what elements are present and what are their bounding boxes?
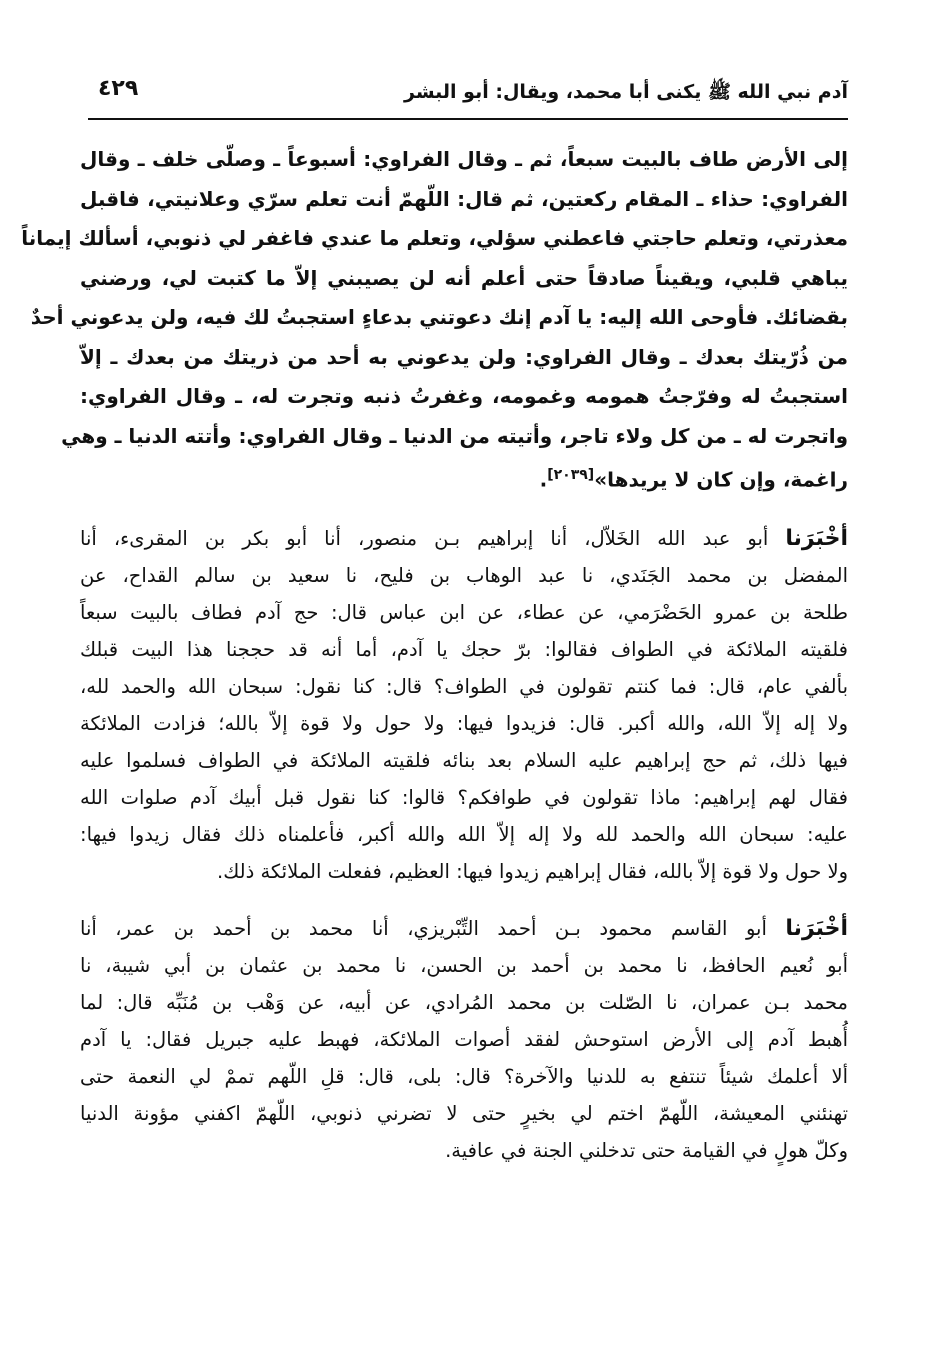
text-line: يباهي قلبي، ويقيناً صادقاً حتى أعلم أنه لن يصيبني إلاّ ما كتبت لي، ورضني [80,265,848,290]
text-line-content: أبو عبد الله الخَلاّل، أنا إبراهيم بـن منصور، أنا أبو بكر بن المقرىء، أنا [80,527,769,551]
text-line: الفراوي: حذاء ـ المقام ركعتين، ثم قال: اللّهمّ أنت تعلم سرّي وعلانيتي، فاقبل [80,186,848,211]
text-line: المفضل بن محمد الجَنَدي، نا عبد الوهاب بن فليح، نا سعيد بن سالم القداح، عن [80,564,848,588]
paragraph-1 [21,140,848,500]
text-line-first [80,910,848,947]
header-rule [88,118,848,120]
body-text [21,140,849,1169]
text-line: طلحة بن عمرو الحَضْرَمي، عن عطاء، عن ابن عباس قال: حج آدم فطاف بالبيت سبعاً [80,601,848,625]
text-line: محمد بـن عمران، نا الصّلت بن محمد المُرادي، عن أبيه، عن وَهْب بن مُنَبِّه قال: لما [80,991,848,1015]
paragraph-3 [80,910,848,1169]
text-line: من ذُرّيتك بعدك ـ وقال الفراوي: ولن يدعوني به أحد من ذريتك من بعدك ـ إلاّ [80,344,848,369]
text-line: فيها ذلك، ثم حج إبراهيم عليه السلام بعد بنائه فلقيته الملائكة في الطواف فسلموا عليه [80,749,848,773]
text-line: استجبتُ له وفرّجتُ همومه وغمومه، وغفرتُ ذنبه وتجرت له، ـ وقال الفراوي: [80,384,848,408]
text-line: تهنئني المعيشة، اللّهمّ اختم لي بخيرٍ حتى لا تضرني ذنوبي، اللّهمّ اكفني مؤونة الدنيا [80,1102,848,1126]
text-line-last: ولا حول ولا قوة إلاّ بالله، فقال إبراهيم زيدوا فيها: العظيم، ففعلت الملائكة ذلك. [217,860,848,884]
text-line: ألا أعلمك شيئاً تنتفع به للدنيا والآخرة؟ قال: بلى، قال: قلِ اللّهم تممْ لي النعمة حتى [80,1065,848,1089]
text-line: بقضائك. فأوحى الله إليه: يا آدم إنك دعوتني بدعاءٍ استجبتُ لك فيه، ولن يدعوني أحدٌ [30,305,848,329]
text-line: إلى الأرض طاف بالبيت سبعاً، ثم ـ وقال الفراوي: أسبوعاً ـ وصلّى خلف ـ وقال [80,147,848,171]
text-line: أُهبط آدم إلى الأرض استوحش لفقد أصوات الملائكة، فهبط عليه جبريل فقال: يا آدم [80,1028,848,1052]
page-header [88,70,848,114]
text-line-first [80,520,848,557]
text-line: معذرتي، وتعلم حاجتي فاعطني سؤلي، وتعلم ما عندي فاغفر لي ذنوبي، أسألك إيماناً [21,226,848,250]
text-line-last: وكلّ هولٍ في القيامة حتى تدخلني الجنة في عافية. [445,1139,848,1163]
text-line: واتجرت له ـ من كل ولاء تاجر، وأتيته من الدنيا ـ وقال الفراوي: وأتته الدنيا ـ وهي [61,423,848,448]
text-line: فلقيته الملائكة في الطواف فقالوا: برّ حجك يا آدم، أما أنه قد حججنا هذا البيت قبلك [80,638,848,662]
running-title: آدم نبي الله ﷺ يكنى أبا محمد، ويقال: أبو البشر [404,81,848,103]
page-number: ٤٢٩ [98,76,139,101]
text-line-last: راغمة، وإن كان لا يريدها»[٢٠٣٩]. [539,467,848,492]
text-line-content: أبو القاسم محمود بـن أحمد التِّبْريزي، أنا محمد بن أحمد بن عمر، أنا [80,917,767,941]
text-line: عليه: سبحان الله والحمد لله ولا إله إلاّ الله والله أكبر، فأعلمناه ذلك فقال زيدوا فيها: [80,823,848,847]
paragraph-2 [80,520,848,890]
text-line: بألفي عام، قال: فما كنتم تقولون في الطواف؟ قال: كنا نقول: سبحان الله والحمد لله، [80,675,848,699]
text-line-content: راغمة، وإن كان لا يريدها» [594,467,848,492]
hadith-reference: [٢٠٣٩] [547,467,595,483]
text-line: فقال لهم إبراهيم: ماذا تقولون في طوافكم؟ قالوا: كنا نقول قبل أبيك آدم صلوات الله [80,786,848,810]
text-line: ولا إله إلاّ الله، والله أكبر. قال: فزيدوا فيها: ولا حول ولا قوة إلاّ بالله؛ فزادت الملائكة [80,712,848,736]
lead-word: أخْبَرَنا [785,916,849,942]
lead-word: أخْبَرَنا [785,526,848,552]
text-line: أبو نُعيم الحافظ، نا محمد بن أحمد بن الحسن، نا محمد بن عثمان بن أبي شيبة، نا [80,954,848,978]
